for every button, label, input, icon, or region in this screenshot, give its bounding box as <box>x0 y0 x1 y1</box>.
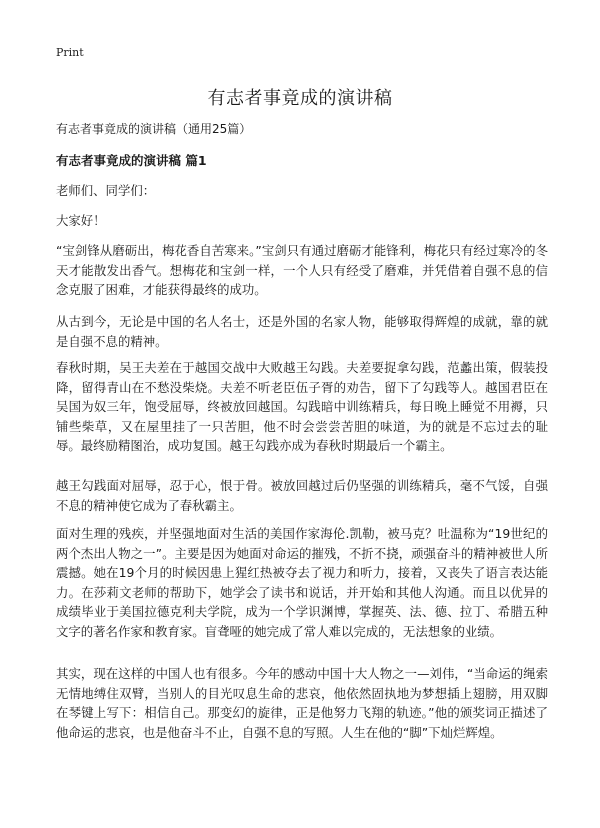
paragraph-body: 春秋时期，吴王夫差在于越国交战中大败越王勾践。夫差要捉拿勾践，范蠡出策，假装投降，留得青山在不愁没柴烧。夫差不听老臣伍子胥的劝告，留下了勾践等人。越国君臣在吴国为奴三年，饱受屈辱，终被放回越国。勾践暗中训练精兵，每日晚上睡觉不用褥，只铺些柴草，又在屋里挂了一只苦胆，他不时会尝尝苦胆的味道，为的就是不忘过去的耻辱。最终励精图治，成功复国。越王勾践亦成为春秋时期最后一个霸主。 <box>56 360 548 454</box>
document-subtitle: 有志者事竟成的演讲稿（通用25篇） <box>56 122 252 136</box>
paragraph-salutation: 大家好！ <box>56 213 106 228</box>
paragraph-body: 越王勾践面对屈辱，忍于心，恨于骨。被放回越过后仍坚强的训练精兵，毫不气馁，自强不息的精神使它成为了春秋霸主。 <box>56 478 548 513</box>
document-title: 有志者事竟成的演讲稿 <box>207 88 393 109</box>
print-link[interactable]: Print <box>56 46 84 59</box>
paragraph-body: 从古到今，无论是中国的名人名士，还是外国的名家人物，能够取得辉煌的成就，靠的就是自强不息的精神。 <box>56 314 548 349</box>
section-heading: 有志者事竟成的演讲稿 篇1 <box>56 153 207 168</box>
paragraph-body: “宝剑锋从磨砺出，梅花香自苦寒来。”宝剑只有通过磨砺才能锋利，梅花只有经过寒冷的冬天才能散发出香气。想梅花和宝剑一样，一个人只有经受了磨难，并凭借着自强不息的信念克服了困难，才能获得最终的成功。 <box>56 243 548 298</box>
paragraph-body: 面对生理的残疾，并坚强地面对生活的美国作家海伦.凯勒，被马克？吐温称为“19世纪的两个杰出人物之一”。主要是因为她面对命运的摧残，不折不挠，顽强奋斗的精神被世人所震撼。她在19个月的时候因患上猩红热被夺去了视力和听力，接着，又丧失了语言表达能力。在莎莉文老师的帮助下，她学会了读书和说话，并开始和其他人沟通。而且以优异的成绩毕业于美国拉德克利夫学院，成为一个学识渊博，掌握英、法、德、拉丁、希腊五种文字的著名作家和教育家。盲聋哑的她完成了常人难以完成的，无法想象的业绩。 <box>56 526 548 639</box>
paragraph-body: 其实，现在这样的中国人也有很多。今年的感动中国十大人物之一—刘伟，“当命运的绳索无情地缚住双臂，当别人的目光叹息生命的悲哀，他依然固执地为梦想插上翅膀，用双脚在琴键上写下：相信自己。那变幻的旋律，正是他努力飞翔的轨迹。”他的颁奖词正描述了他命运的悲哀，也是他奋斗不止，自强不息的写照。人生在他的“脚”下灿烂辉煌。 <box>56 666 548 740</box>
paragraph-greeting: 老师们、同学们： <box>56 183 156 198</box>
